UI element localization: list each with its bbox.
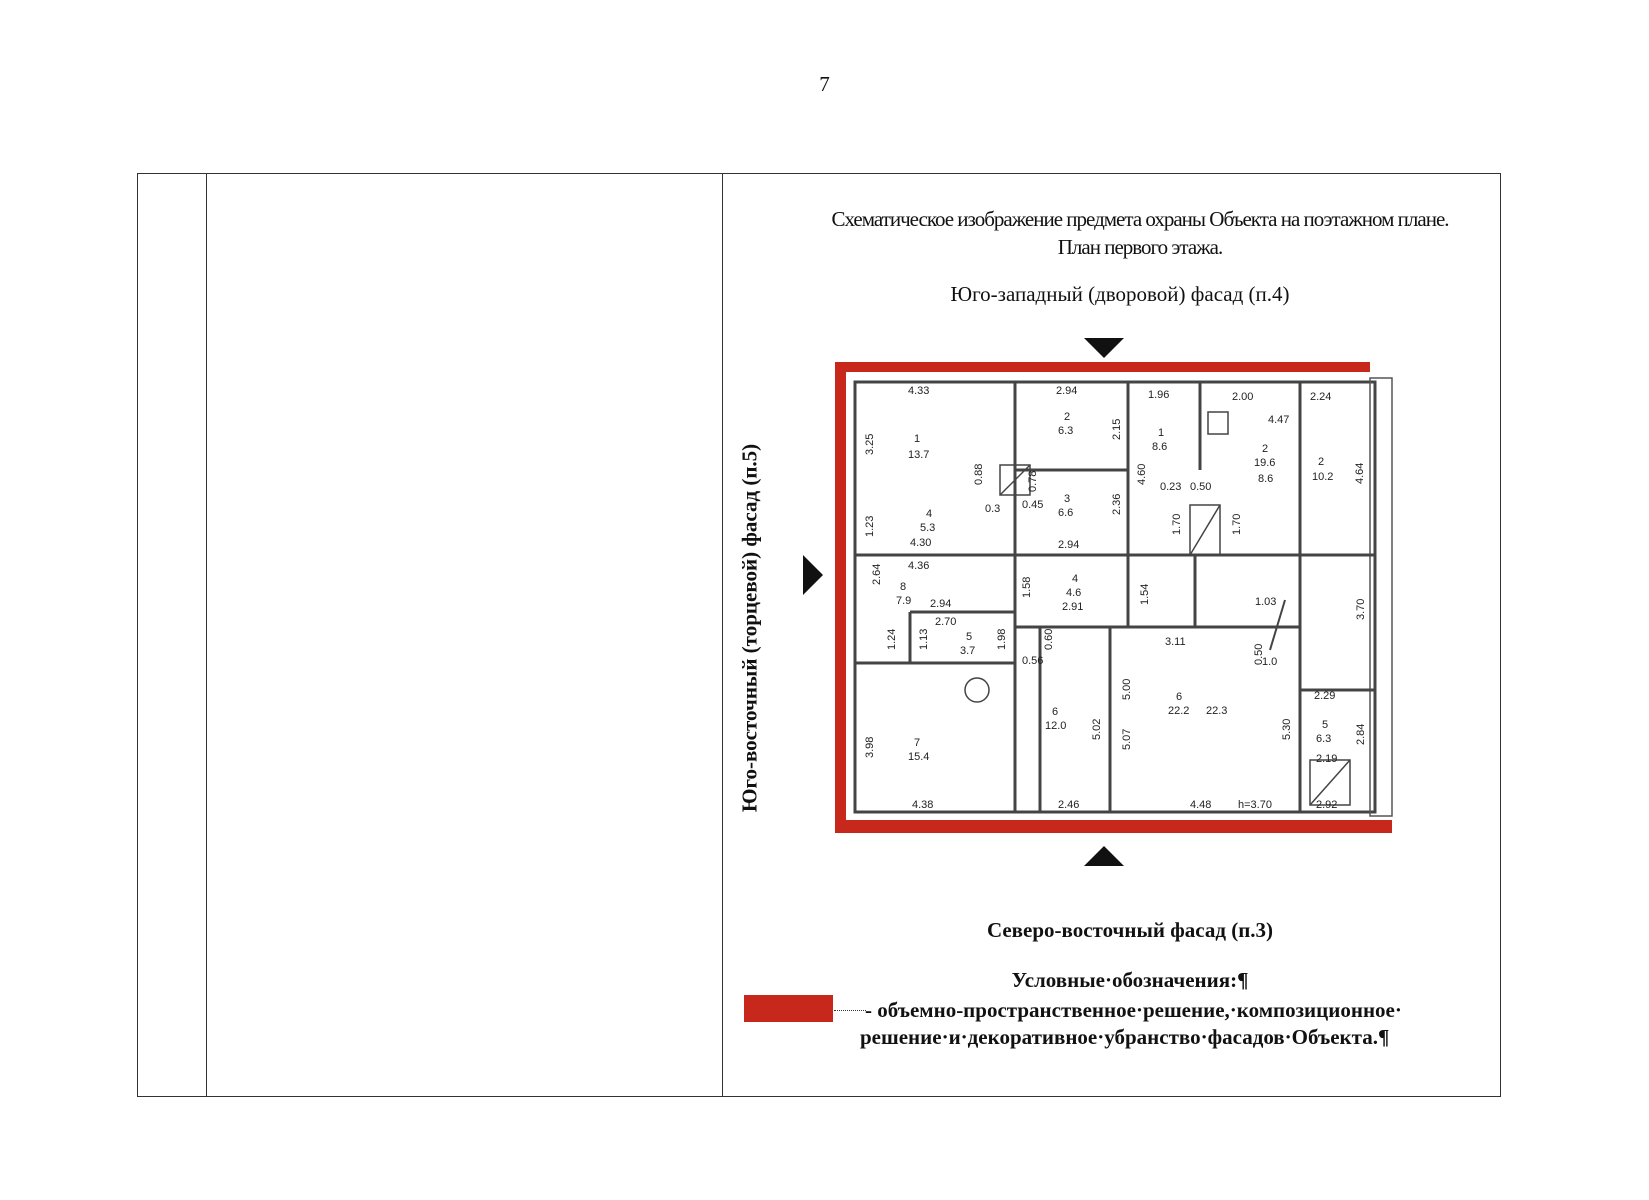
facade-label-southeast: Юго-восточный (торцевой) фасад (п.5)	[737, 443, 762, 813]
dim-label: 3.70	[1355, 598, 1367, 620]
dim-label: 2.24	[1310, 391, 1332, 403]
dim-label: 1.58	[1021, 576, 1033, 598]
room-number: 2	[1064, 411, 1071, 423]
dim-label: 2.64	[871, 563, 883, 585]
room-area: 6.3	[1316, 733, 1332, 745]
room-area: 13.7	[908, 449, 930, 461]
dim-label: 0.3	[985, 503, 1001, 515]
dim-label: 4.30	[910, 537, 932, 549]
dim-label: 2.94	[1056, 385, 1078, 397]
ceiling-height: h=3.70	[1238, 799, 1272, 811]
dim-label: 1.13	[918, 628, 930, 650]
room-number: 8	[900, 581, 907, 593]
dim-label: 1.0	[1262, 656, 1278, 668]
dim-label: 4.38	[912, 799, 934, 811]
dim-label: 2.70	[935, 616, 957, 628]
dim-label: 0.50	[1190, 481, 1212, 493]
dim-label: 1.24	[886, 628, 898, 650]
room-number: 5	[1322, 719, 1329, 731]
dim-label: 0.78	[1027, 470, 1039, 492]
room-area: 7.9	[896, 595, 912, 607]
room-number: 2	[1318, 456, 1325, 468]
legend-text-line-1: - объемно-пространственное·решение,·композиционное·	[865, 998, 1402, 1022]
dim-label: 2.36	[1111, 493, 1123, 515]
dim-label: 5.07	[1121, 728, 1133, 750]
dim-label: 2.84	[1355, 723, 1367, 745]
room-number: 1	[914, 433, 921, 445]
dim-label: 1.70	[1231, 513, 1243, 535]
room-number: 7	[914, 737, 921, 749]
handwritten-area: 8.6	[1258, 473, 1274, 485]
dim-label: 0.60	[1043, 628, 1055, 650]
room-area: 15.4	[908, 751, 930, 763]
dim-label: 0.45	[1022, 499, 1044, 511]
facade-label-northeast: Северо-восточный фасад (п.3)	[986, 918, 1274, 942]
room-area: 4.6	[1066, 587, 1082, 599]
dim-label: 2.94	[930, 598, 952, 610]
room-area: 8.6	[1152, 441, 1168, 453]
dim-label: 5.02	[1091, 718, 1103, 740]
dim-label: 1.54	[1139, 583, 1151, 605]
room-area: 10.2	[1312, 471, 1334, 483]
room-number: 1	[1158, 427, 1165, 439]
dim-label: 1.70	[1171, 513, 1183, 535]
room-number: 4	[1072, 573, 1079, 585]
room-number: 6	[1052, 706, 1059, 718]
dim-label: 4.33	[908, 385, 930, 397]
dim-label: 4.64	[1354, 462, 1366, 484]
room-number: 6	[1176, 691, 1183, 703]
dim-label: 3.98	[864, 736, 876, 758]
room-area: 5.3	[920, 522, 936, 534]
room-number: 5	[966, 631, 973, 643]
dim-label: 2.91	[1062, 601, 1084, 613]
room-area: 6.3	[1058, 425, 1074, 437]
room-area: 6.6	[1058, 507, 1074, 519]
dim-label: 2.00	[1232, 391, 1254, 403]
legend-text-line-2: решение·и·декоративное·убранство·фасадов·Объекта.¶	[860, 1025, 1390, 1049]
legend-leader-line	[834, 1010, 866, 1011]
dim-label: 5.30	[1281, 718, 1293, 740]
dim-label: 2.15	[1111, 418, 1123, 440]
handwritten-area: 22.3	[1206, 705, 1228, 717]
dim-label: 4.60	[1136, 463, 1148, 485]
dim-label: 0.56	[1022, 655, 1044, 667]
dim-label: 1.96	[1148, 389, 1170, 401]
room-area: 22.2	[1168, 705, 1190, 717]
dim-label: 2.29	[1314, 690, 1336, 702]
room-area: 19.6	[1254, 457, 1276, 469]
room-number: 2	[1262, 443, 1269, 455]
dim-label: 5.00	[1121, 678, 1133, 700]
room-number: 3	[1064, 493, 1071, 505]
dim-label: 3.25	[864, 433, 876, 455]
dim-label: 2.19	[1316, 753, 1338, 765]
dim-label: 0.50	[1253, 643, 1265, 665]
room-area: 3.7	[960, 645, 976, 657]
dim-label: 1.98	[996, 628, 1008, 650]
dim-label: 4.47	[1268, 414, 1290, 426]
dim-label: 3.11	[1165, 636, 1186, 648]
dim-label: 0.88	[973, 463, 985, 485]
dim-label: 4.36	[908, 560, 930, 572]
dim-label: 1.23	[864, 515, 876, 537]
page-number: 7	[819, 72, 830, 96]
dim-label: 2.46	[1058, 799, 1080, 811]
dim-label: 2.94	[1058, 539, 1080, 551]
plan-title: Схематическое изображение предмета охраны Объекта на поэтажном плане. План первого этажа.	[831, 207, 1449, 259]
legend-swatch	[744, 995, 833, 1022]
legend-title: Условные·обозначения:¶	[1011, 968, 1249, 992]
dim-label: 4.48	[1190, 799, 1212, 811]
facade-label-southwest: Юго-западный (дворовой) фасад (п.4)	[950, 282, 1290, 306]
dim-label: 2.92	[1316, 799, 1338, 811]
dim-label: 0.23	[1160, 481, 1182, 493]
dim-label: 1.03	[1255, 596, 1277, 608]
room-number: 4	[926, 508, 933, 520]
room-area: 12.0	[1045, 720, 1067, 732]
